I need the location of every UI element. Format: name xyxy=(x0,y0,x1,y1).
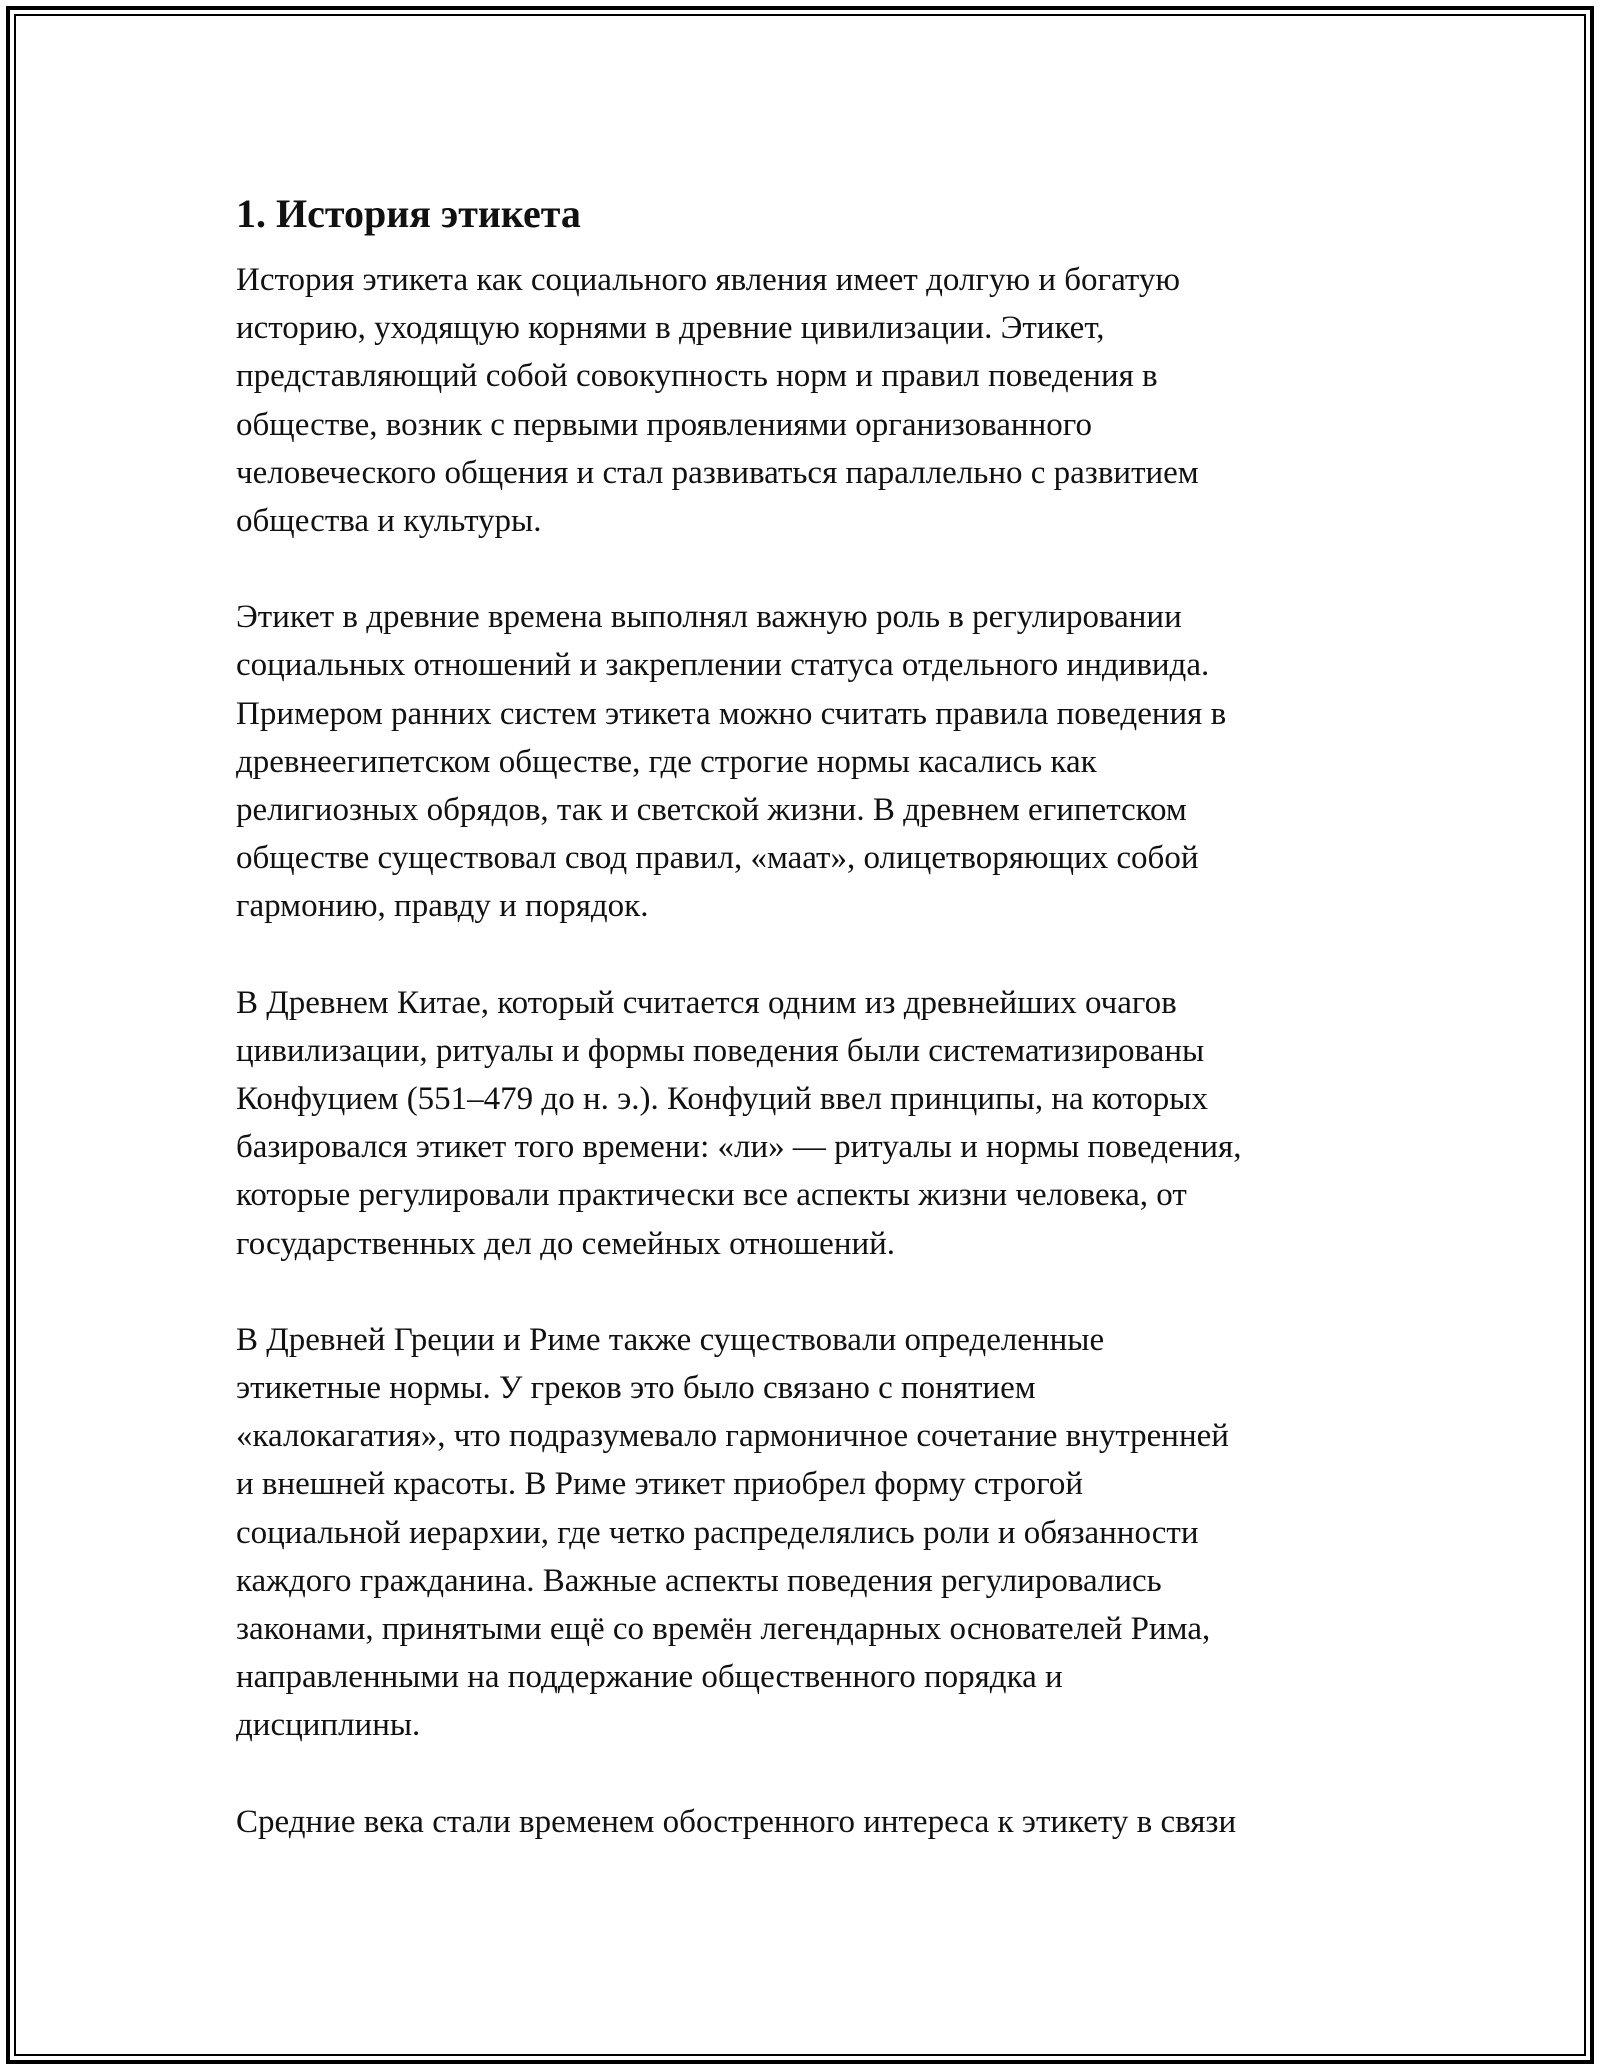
section-title: 1. История этикета xyxy=(236,191,581,236)
paragraph-5: Средние века стали временем обостренного интереса к этикету в связи xyxy=(236,1803,1237,1840)
document-body xyxy=(236,186,1386,1846)
paragraph-2: Этикет в древние времена выполнял важную роль в регулировании социальных отношений и закреплении статуса отдельного индивида. Примером ранних систем этикета можно считать правила поведения в древнеегипетском обществе, где строгие нормы касались как религиозных обрядов, так и светской жизни. В древнем египетском обществе существовал свод правил, «маат», олицетворяющих собой гармонию, правду и порядок. xyxy=(236,599,1227,925)
paragraph-3: В Древнем Китае, который считается одним из древнейших очагов цивилизации, ритуалы и формы поведения были систематизированы Конфуцием (551–479 до н. э.). Конфуций ввел принципы, на которых базировался этикет того времени: «ли» — ритуалы и нормы поведения, которые регулировали практически все аспекты жизни человека, от государственных дел до семейных отношений. xyxy=(236,984,1242,1262)
paragraph-4: В Древней Греции и Риме также существовали определенные этикетные нормы. У греков это было связано с понятием «калокагатия», что подразумевало гармоничное сочетание внутренней и внешней красоты. В Риме этикет приобрел форму строгой социальной иерархии, где четко распределялись роли и обязанности каждого гражданина. Важные аспекты поведения регулировались законами, принятыми ещё со времён легендарных основателей Рима, направленными на поддержание общественного порядка и дисциплины. xyxy=(236,1321,1229,1744)
paragraph-1: История этикета как социального явления имеет долгую и богатую историю, уходящую корнями в древние цивилизации. Этикет, представляющий собой совокупность норм и правил поведения в обществе, возник с первыми проявлениями организованного человеческого общения и стал развиваться параллельно с развитием общества и культуры. xyxy=(236,262,1199,540)
